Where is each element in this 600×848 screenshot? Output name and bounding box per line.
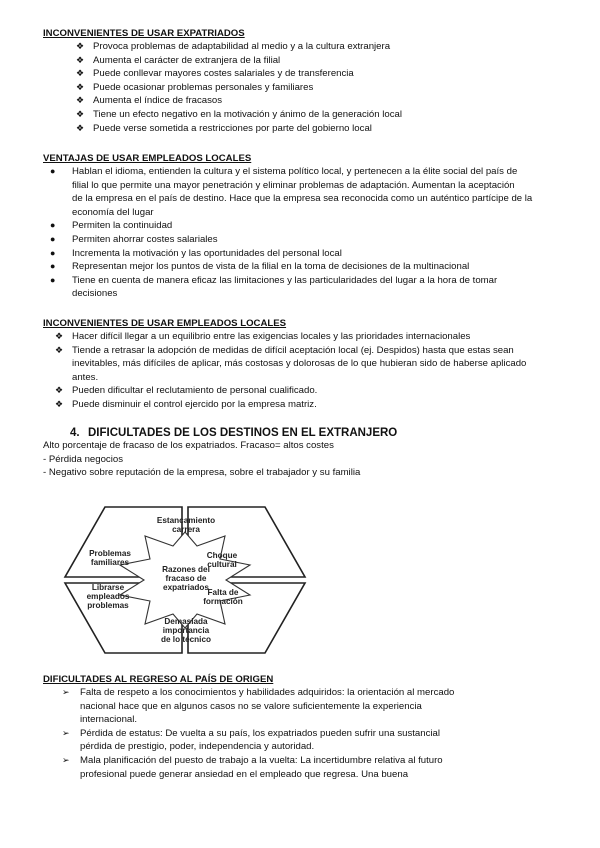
top-line-1: Estancamiento [156,516,216,525]
label-top-right [207,551,238,569]
item-text-line: Tiene un efecto negativo en la motivación y ánimo de la generación local [93,108,402,120]
section4-line-1: Alto porcentaje de fracaso de los expatriados. Fracaso= altos costes [43,440,334,451]
bullet-icon: ❖ [76,122,85,133]
bullet-icon: ● [50,233,56,244]
item-text-line: Aumenta el índice de fracasos [93,95,223,107]
item-text-line: antes. [72,371,99,383]
label-top-left [89,549,131,567]
top-left-line-2: familiares [90,558,130,567]
item-text-line: Aumenta el carácter de extranjera de la filial [93,54,281,66]
bullet-icon: ❖ [76,54,85,65]
top-line-2: carrera [172,525,200,534]
bottom-line-1: Demasiada [164,617,208,626]
bullet-icon: ❖ [76,95,85,106]
item-text-line: Puede conllevar mayores costes salariales y de transferencia [93,68,354,80]
item-text-line: decisiones [72,288,118,300]
item-text-line: Representan mejor los puntos de vista de la filial en la toma de decisiones de la multinacional [72,261,470,273]
item-text-line: profesional puede generar ansiedad en el empleado que regresa. Una buena [80,768,409,780]
item-text-line: Mala planificación del puesto de trabajo a la vuelta: La incertidumbre relativa al futuro [80,754,443,766]
heading-return: DIFICULTADES AL REGRESO AL PAÍS DE ORIGEN [43,674,274,685]
section-number: 4. [70,427,80,439]
return-list [62,686,542,781]
bullet-icon: ❖ [76,108,85,119]
bullet-icon: ● [50,220,56,231]
item-text-line: Hacer difícil llegar a un equilibrio entre las exigencias locales y las prioridades internacionales [72,331,471,342]
label-bottom-left [87,583,130,610]
item-text-line: pérdida de prestigio, poder, independencia y autoridad. [80,741,315,753]
section-title: DIFICULTADES DE LOS DESTINOS EN EL EXTRANJERO [88,427,398,439]
item-text-line: filial lo que permite una mayor penetración y eliminar problemas de adaptación. Aumentan la aceptación [72,179,515,191]
bottom-line-2: importancia [162,626,210,635]
bullet-icon: ❖ [55,331,64,341]
label-top [157,516,215,534]
item-text-line: Provoca problemas de adaptabilidad al medio y a la cultura extranjera [93,41,391,52]
bottom-right-line-2: formación [203,597,243,606]
label-bottom-right [203,588,243,606]
bullet-icon: ❖ [76,68,85,79]
item-text-line: internacional. [80,714,138,726]
heading-local-pros: VENTAJAS DE USAR EMPLEADOS LOCALES [43,153,252,164]
bullet-icon: ❖ [76,81,85,92]
item-text-line: Pueden dificultar el reclutamiento de personal cualificado. [72,385,318,397]
list-item [62,727,542,754]
section4-line-2: - Pérdida negocios [43,454,123,465]
item-text-line: Tiene en cuenta de manera eficaz las limitaciones y las particularidades del lugar a la hora de tomar [72,274,498,286]
item-text-line: inevitables, más difíciles de aplicar, más costosas y dolorosas de lo que hubieran sido de haberse aplicado [72,358,527,370]
heading-local-cons: INCONVENIENTES DE USAR EMPLEADOS LOCALES [43,318,287,329]
bullet-icon: ● [50,166,56,176]
center-line-1: Razones del [162,565,210,574]
bottom-left-line-3: problemas [87,601,129,610]
heading-expat-cons: INCONVENIENTES DE USAR EXPATRIADOS [43,28,245,39]
item-text-line: Puede disminuir el control ejercido por la empresa matriz. [72,398,317,410]
item-text-line: Incrementa la motivación y las oportunidades del personal local [72,247,342,259]
item-text-line: Pérdida de estatus: De vuelta a su país, los expatriados pueden sufrir una sustancial [80,727,440,739]
bullet-icon: ❖ [55,385,64,396]
center-label [162,565,210,592]
bullet-icon: ● [50,247,56,258]
bullet-icon: ➢ [62,727,70,738]
item-text-line: Puede ocasionar problemas personales y familiares [93,81,314,93]
bullet-icon: ● [50,261,56,272]
section4-line-3: - Negativo sobre reputación de la empresa, sobre el trabajador y su familia [43,467,361,478]
bottom-left-line-2: empleados [86,592,130,601]
item-text-line: nacional hace que en algunos casos no se valore suficientemente la experiencia [80,700,422,712]
bullet-icon: ➢ [62,687,70,697]
bullet-icon: ❖ [76,41,85,51]
top-left-line-1: Problemas [89,549,131,558]
bullet-icon: ➢ [62,754,70,765]
item-text-line: Permiten ahorrar costes salariales [72,233,218,245]
top-right-line-1: Choque [206,551,238,560]
list-item [62,754,542,781]
item-text-line: Tiende a retrasar la adopción de medidas de difícil aceptación local (ej. Despidos) hasta que estas sean [72,344,514,356]
bottom-line-3: de lo técnico [160,635,212,644]
bottom-left-line-1: Librarse [91,583,125,592]
item-text-line: Hablan el idioma, entienden la cultura y el sistema político local, y pertenecen a la élite social del país de [72,166,518,177]
top-right-line-2: cultural [207,560,237,569]
bullet-icon: ❖ [55,344,64,355]
center-line-3: expatriados [163,583,209,592]
item-text-line: economía del lugar [72,206,154,218]
item-text-line: Puede verse sometida a restricciones por parte del gobierno local [93,122,372,134]
bullet-icon: ❖ [55,398,64,409]
center-line-2: fracaso de [165,574,207,583]
item-text-line: Falta de respeto a los conocimientos y habilidades adquiridos: la orientación al mercado [80,687,455,698]
label-bottom [161,617,211,644]
item-text-line: de la empresa en el país de destino. Hace que la empresa sea reconocida como un auténtico partícipe de la [72,193,533,205]
bottom-right-line-1: Falta de [207,588,239,597]
bullet-icon: ● [50,274,56,285]
list-item [62,686,542,727]
item-text-line: Permiten la continuidad [72,220,173,232]
